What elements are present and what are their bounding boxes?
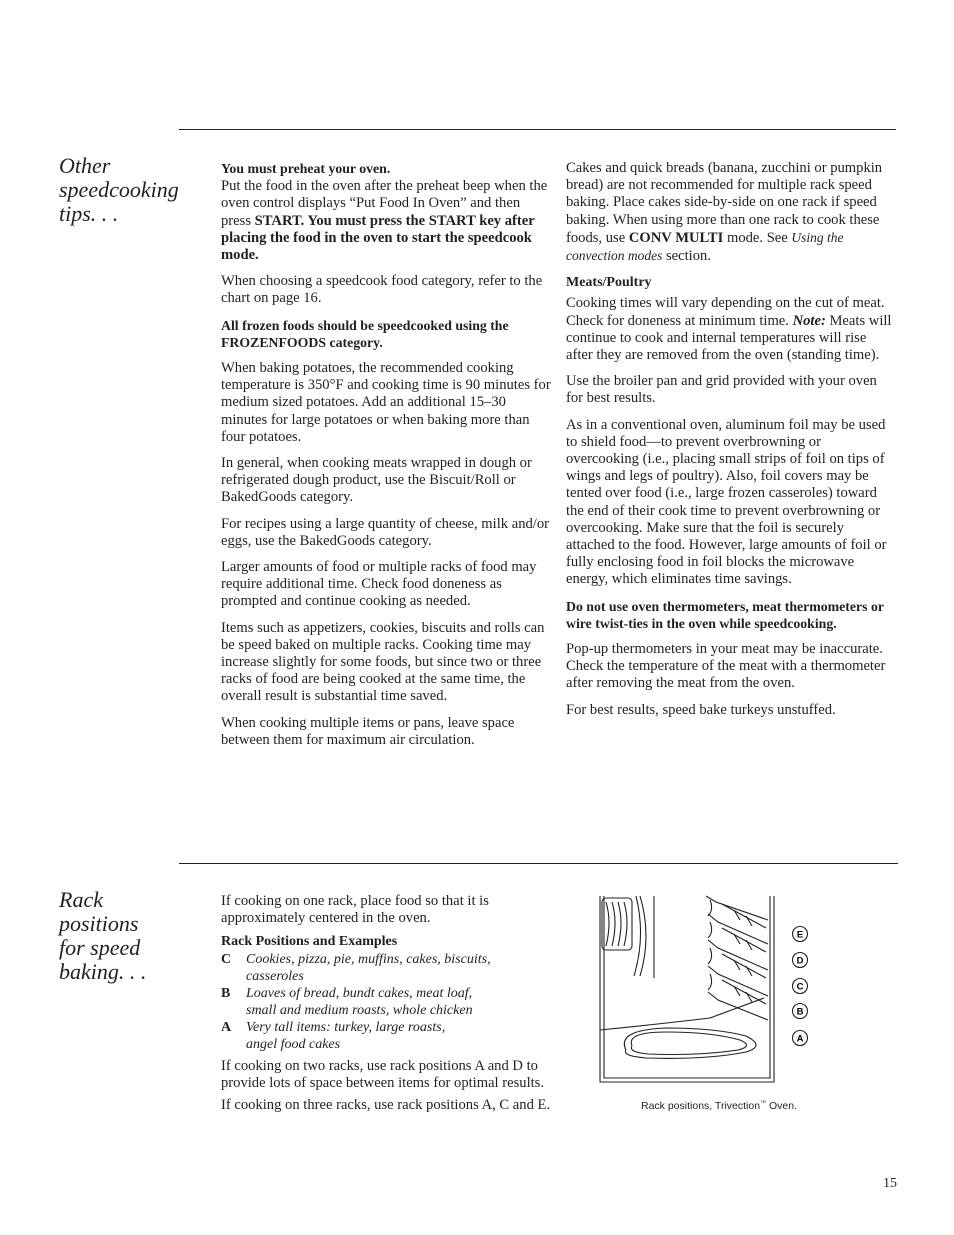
popup-thermometer-paragraph: Pop-up thermometers in your meat may be inaccurate. Check the temperature of the meat with a thermometer after removing the meat from the oven.	[566, 641, 886, 692]
cakes-text-see: mode. See	[723, 229, 792, 246]
heading-line: Rack	[59, 887, 103, 912]
section-rule	[179, 863, 898, 864]
meats-poultry-title: Meats/Poultry	[566, 275, 652, 291]
oven-rack-diagram	[596, 892, 816, 1087]
rack-markers	[793, 927, 808, 1046]
rack-marker-e: E	[796, 929, 804, 941]
category-paragraph: When choosing a speedcook food category, refer to the chart on page 16.	[221, 273, 543, 307]
rack-list-title: Rack Positions and Examples	[221, 934, 398, 950]
preheat-bold-text: START. You must press the START key after placing the food in the oven to start the speedcook mode.	[221, 212, 535, 264]
rack-row-c	[221, 951, 551, 985]
conv-multi-label: CONV MULTI	[628, 229, 724, 246]
tips-column-right	[566, 160, 894, 728]
rack-marker-a: A	[796, 1033, 804, 1045]
rack-row-a	[221, 1019, 551, 1053]
rack-description: Very tall items: turkey, large roasts, angel food cakes	[246, 1019, 446, 1052]
note-label: Note:	[792, 312, 826, 329]
potatoes-paragraph: When baking potatoes, the recommended cooking temperature is 350°F and cooking time is 90 minutes for medium sized potatoes. Add an additional 15–30 minutes for large potatoes or when baking more than four potatoes.	[221, 360, 551, 445]
rack-marker-b: B	[796, 1006, 804, 1018]
preheat-paragraph	[221, 160, 551, 264]
rack-positions-column	[221, 893, 551, 1123]
heading-line: speedcooking	[59, 177, 179, 202]
page-number: 15	[883, 1176, 897, 1191]
cakes-paragraph	[566, 160, 894, 265]
rack-letter: B	[221, 985, 231, 1001]
cakes-text: Cakes and quick breads (banana, zucchini or pumpkin bread) are not recommended for multiple rack speed baking. Place cakes side-by-side on one rack if speed baking. When using more than one rack to cook these foods, use	[566, 160, 883, 246]
heading-line: tips. . .	[59, 201, 119, 226]
figure-caption: Rack positions, Trivection™ Oven.	[641, 1100, 797, 1112]
heading-line: Other	[59, 153, 111, 178]
meats-dough-paragraph: In general, when cooking meats wrapped in dough or refrigerated dough product, use the Biscuit/Roll or BakedGoods category.	[221, 455, 532, 506]
cakes-text-end: section.	[662, 248, 711, 265]
air-circulation-paragraph: When cooking multiple items or pans, leave space between them for maximum air circulation.	[221, 714, 515, 748]
meats-paragraph	[566, 295, 894, 364]
preheat-title: You must preheat your oven.	[221, 161, 391, 176]
turkey-paragraph: For best results, speed bake turkeys unstuffed.	[566, 701, 836, 718]
note-text: Meats will continue to cook and internal temperatures will rise after they are removed from the oven (standing time).	[566, 312, 892, 364]
foil-paragraph: As in a conventional oven, aluminum foil may be used to shield food—to prevent overbrowning or overcooking (i.e., placing small strips of foil on tips of wings and legs of poultry). Also, foil covers may be tented over food (i.e., large frozen casseroles) toward the end of their cook time to prevent overbrowning or overcooking. Make sure that the foil is securely attached to the food. However, large amounts of foil or fully enclosing food in foil blocks the microwave energy, which eliminates time savings.	[566, 416, 887, 588]
tips-column-left	[221, 160, 551, 758]
top-rule	[179, 129, 896, 130]
convection-modes-reference: Using the convection modes	[566, 229, 844, 264]
section-heading-rack-positions	[59, 888, 146, 984]
broiler-paragraph: Use the broiler pan and grid provided with your oven for best results.	[566, 373, 877, 407]
section-heading-speedcooking-tips	[59, 154, 179, 226]
preheat-text: Put the food in the oven after the preheat beep when the oven control displays “Put Food In Oven” and then press	[221, 178, 548, 229]
rack-letter: C	[221, 951, 232, 967]
thermometer-warning: Do not use oven thermometers, meat thermometers or wire twist-ties in the oven while speedcooking.	[566, 598, 884, 631]
rack-description: Loaves of bread, bundt cakes, meat loaf, small and medium roasts, whole chicken	[246, 985, 473, 1018]
multiple-racks-paragraph: Items such as appetizers, cookies, biscuits and rolls can be speed baked on multiple racks. Cooking time may increase slightly for some foods, but since two or three racks of food are being cooked at the same time, the overall result is substantial time saved.	[221, 619, 545, 705]
three-racks-paragraph: If cooking on three racks, use rack positions A, C and E.	[221, 1097, 551, 1114]
rack-marker-c: C	[796, 981, 804, 993]
two-racks-paragraph: If cooking on two racks, use rack positions A and D to provide lots of space between items for optimal results.	[221, 1057, 545, 1091]
frozen-foods-paragraph: All frozen foods should be speedcooked using the FROZENFOODS category.	[221, 317, 509, 350]
rack-description: Cookies, pizza, pie, muffins, cakes, biscuits, casseroles	[246, 951, 491, 984]
rack-list	[221, 951, 551, 1053]
rack-row-b	[221, 985, 551, 1019]
rack-marker-d: D	[796, 955, 804, 967]
cheese-paragraph: For recipes using a large quantity of cheese, milk and/or eggs, use the BakedGoods category.	[221, 515, 549, 549]
one-rack-paragraph: If cooking on one rack, place food so that it is approximately centered in the oven.	[221, 893, 489, 927]
larger-amounts-paragraph: Larger amounts of food or multiple racks of food may require additional time. Check food doneness as prompted and continue cooking as needed.	[221, 559, 537, 610]
heading-line: for speed	[59, 935, 141, 960]
heading-line: positions	[59, 911, 139, 936]
heading-line: baking. . .	[59, 959, 147, 984]
meats-text: Cooking times will vary depending on the cut of meat. Check for doneness at minimum time.	[566, 295, 885, 329]
rack-letter: A	[221, 1019, 232, 1035]
